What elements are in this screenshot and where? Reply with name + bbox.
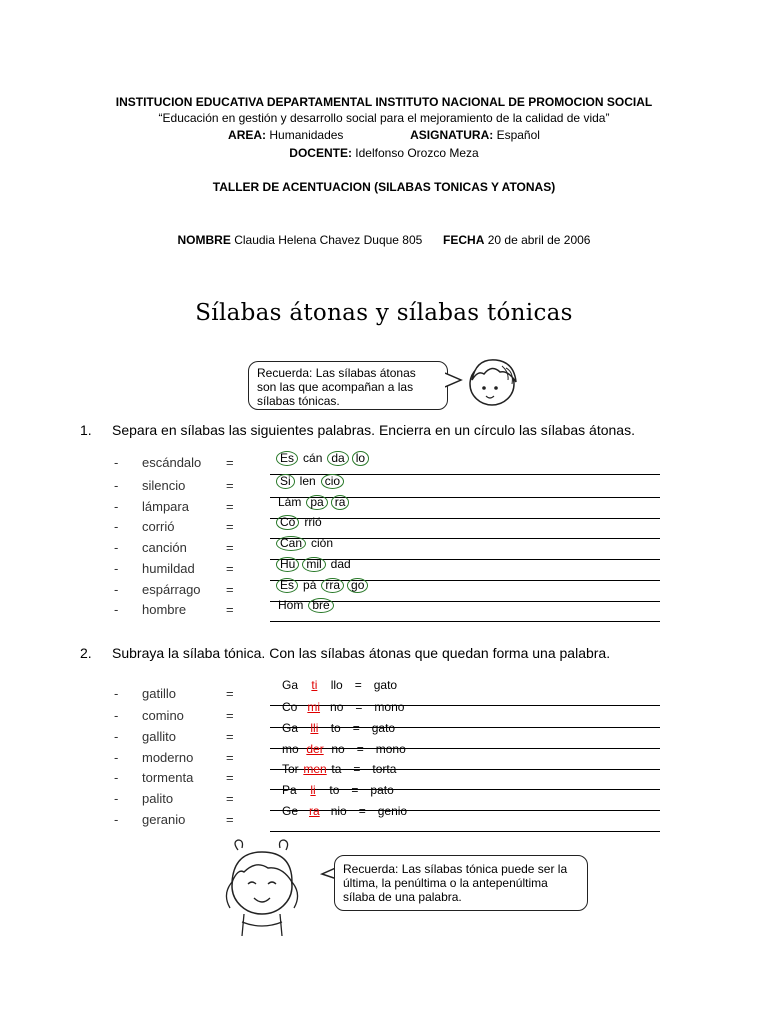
row-word: tormenta bbox=[142, 770, 194, 785]
teacher-label: DOCENTE: bbox=[289, 146, 352, 160]
row-equals: = bbox=[226, 770, 234, 785]
teacher-line bbox=[0, 146, 768, 160]
syllable: Hu bbox=[276, 557, 299, 572]
row-word: palito bbox=[142, 791, 174, 806]
girl-face-icon bbox=[462, 350, 524, 412]
row-dash: - bbox=[114, 791, 119, 806]
syllable: dad bbox=[330, 557, 351, 571]
row-dash: - bbox=[114, 519, 119, 534]
row-dash: - bbox=[114, 750, 119, 765]
syllable-answer bbox=[276, 515, 327, 530]
row-equals: = bbox=[226, 519, 234, 534]
row-equals: = bbox=[226, 540, 234, 555]
row-dash: - bbox=[114, 540, 119, 555]
row-equals: = bbox=[226, 750, 234, 765]
syllable: pá bbox=[303, 578, 317, 592]
syllable: ra bbox=[331, 495, 350, 510]
name-value: Claudia Helena Chavez Duque 805 bbox=[234, 233, 423, 247]
tonic-answer bbox=[282, 700, 404, 714]
reminder-2-line-3: sílaba de una palabra. bbox=[343, 890, 462, 904]
tonic-answer bbox=[282, 721, 395, 735]
result-word: genio bbox=[377, 804, 408, 818]
row-equals: = bbox=[226, 478, 234, 493]
syllable-answer bbox=[276, 451, 372, 466]
atonal-syllable: Ge bbox=[282, 804, 299, 818]
atonal-syllable: no bbox=[330, 700, 344, 714]
syllable-answer bbox=[276, 495, 352, 510]
tonic-syllable: ti bbox=[311, 678, 318, 692]
result-word: gato bbox=[371, 721, 396, 735]
row-dash: - bbox=[114, 770, 119, 785]
syllable: ción bbox=[311, 536, 334, 550]
exercise-1-row bbox=[110, 598, 660, 622]
girl-drawing-icon bbox=[208, 838, 318, 938]
row-word: gatillo bbox=[142, 686, 176, 701]
row-dash: - bbox=[114, 455, 119, 470]
tonic-answer bbox=[282, 742, 406, 756]
row-word: moderno bbox=[142, 750, 194, 765]
exercise-1-row bbox=[110, 557, 660, 581]
syllable: Si bbox=[276, 474, 295, 489]
atonal-syllable: Pa bbox=[282, 783, 297, 797]
row-word: comino bbox=[142, 708, 184, 723]
syllable: rra bbox=[321, 578, 344, 593]
area-value: Humanidades bbox=[269, 128, 344, 142]
name-label: NOMBRE bbox=[177, 233, 231, 247]
exercise-2-text: Subraya la sílaba tónica. Con las sílabas átonas que quedan forma una palabra. bbox=[112, 645, 611, 661]
syllable: Lám bbox=[278, 495, 302, 509]
exercise-1-row bbox=[110, 474, 660, 498]
row-dash: - bbox=[114, 602, 119, 617]
area-label: AREA: bbox=[228, 128, 267, 142]
tonic-syllable: li bbox=[310, 783, 316, 797]
result-equals: = bbox=[354, 678, 362, 692]
tonic-syllable: lli bbox=[310, 721, 319, 735]
row-dash: - bbox=[114, 812, 119, 827]
answer-line bbox=[270, 831, 660, 832]
exercise-1-row bbox=[110, 578, 660, 602]
student-line bbox=[0, 233, 768, 247]
row-word: humildad bbox=[142, 561, 195, 576]
reminder-2-line-1: Recuerda: Las sílabas tónica puede ser la bbox=[343, 862, 568, 876]
syllable: cán bbox=[303, 451, 323, 465]
exercise-1-row bbox=[110, 536, 660, 560]
row-equals: = bbox=[226, 582, 234, 597]
area-subject-line bbox=[0, 128, 768, 142]
row-dash: - bbox=[114, 686, 119, 701]
result-word: gato bbox=[373, 678, 398, 692]
syllable: Can bbox=[276, 536, 306, 551]
atonal-syllable: no bbox=[331, 742, 345, 756]
result-word: pato bbox=[370, 783, 394, 797]
reminder-bubble-2 bbox=[334, 855, 588, 911]
reminder-1-line-1: Recuerda: Las sílabas átonas bbox=[257, 366, 416, 380]
atonal-syllable: to bbox=[330, 721, 341, 735]
date-value: 20 de abril de 2006 bbox=[487, 233, 591, 247]
row-dash: - bbox=[114, 729, 119, 744]
tonic-syllable: men bbox=[303, 762, 327, 776]
atonal-syllable: ta bbox=[331, 762, 342, 776]
row-dash: - bbox=[114, 499, 119, 514]
row-equals: = bbox=[226, 686, 234, 701]
row-dash: - bbox=[114, 582, 119, 597]
exercise-1-row bbox=[110, 515, 660, 539]
tonic-syllable: ra bbox=[309, 804, 320, 818]
syllable: rrió bbox=[304, 515, 322, 529]
syllable: Es bbox=[276, 578, 298, 593]
tonic-answer bbox=[282, 678, 397, 692]
institution-name: INSTITUCION EDUCATIVA DEPARTAMENTAL INSTITUTO NACIONAL DE PROMOCION SOCIAL bbox=[115, 95, 653, 109]
tonic-answer bbox=[282, 762, 396, 776]
syllable: Co bbox=[276, 515, 299, 530]
syllable: go bbox=[347, 578, 368, 593]
result-equals: = bbox=[358, 804, 366, 818]
atonal-syllable: Ga bbox=[282, 678, 299, 692]
row-word: espárrago bbox=[142, 582, 201, 597]
syllable: len bbox=[299, 474, 316, 488]
syllable: Hom bbox=[278, 598, 304, 612]
exercise-1-row bbox=[110, 451, 660, 475]
row-equals: = bbox=[226, 708, 234, 723]
result-equals: = bbox=[352, 721, 360, 735]
teacher-value: Idelfonso Orozco Meza bbox=[355, 146, 479, 160]
answer-line bbox=[270, 621, 660, 622]
result-equals: = bbox=[351, 783, 359, 797]
reminder-bubble-1 bbox=[248, 361, 448, 410]
exercise-1-row bbox=[110, 495, 660, 519]
motto: “Educación en gestión y desarrollo social para el mejoramiento de la calidad de vida” bbox=[158, 111, 610, 125]
atonal-syllable: Co bbox=[282, 700, 298, 714]
exercise-1-number: 1. bbox=[80, 422, 92, 438]
result-equals: = bbox=[356, 742, 364, 756]
atonal-syllable: nio bbox=[330, 804, 347, 818]
syllable: cio bbox=[321, 474, 344, 489]
syllable-answer bbox=[276, 474, 347, 489]
row-dash: - bbox=[114, 561, 119, 576]
reminder-1-line-3: sílabas tónicas. bbox=[257, 394, 340, 408]
result-equals: = bbox=[353, 762, 361, 776]
worksheet-title: Sílabas átonas y sílabas tónicas bbox=[195, 300, 573, 326]
tonic-syllable: mi bbox=[307, 700, 321, 714]
atonal-syllable: to bbox=[329, 783, 340, 797]
tonic-answer bbox=[282, 783, 394, 797]
syllable: lo bbox=[352, 451, 369, 466]
atonal-syllable: Tor bbox=[282, 762, 299, 776]
subject-value: Español bbox=[496, 128, 540, 142]
exercise-2-row bbox=[110, 804, 660, 832]
workshop-title: TALLER DE ACENTUACION (SILABAS TONICAS Y ATONAS) bbox=[212, 180, 556, 194]
row-equals: = bbox=[226, 455, 234, 470]
syllable: pa bbox=[306, 495, 327, 510]
reminder-2-line-2: última, la penúltima o la antepenúltima bbox=[343, 876, 548, 890]
row-equals: = bbox=[226, 812, 234, 827]
row-equals: = bbox=[226, 602, 234, 617]
reminder-1-line-2: son las que acompañan a las bbox=[257, 380, 414, 394]
syllable-answer bbox=[276, 578, 371, 593]
row-dash: - bbox=[114, 708, 119, 723]
date-label: FECHA bbox=[443, 233, 485, 247]
syllable: Es bbox=[276, 451, 298, 466]
row-equals: = bbox=[226, 791, 234, 806]
exercise-1-instruction bbox=[80, 422, 635, 438]
exercise-2-instruction bbox=[80, 645, 610, 661]
subject-label: ASIGNATURA: bbox=[410, 128, 494, 142]
row-word: lámpara bbox=[142, 499, 189, 514]
atonal-syllable: llo bbox=[330, 678, 343, 692]
row-word: geranio bbox=[142, 812, 186, 827]
row-dash: - bbox=[114, 478, 119, 493]
syllable-answer bbox=[276, 598, 337, 613]
atonal-syllable: mo bbox=[282, 742, 299, 756]
exercise-1-text: Separa en sílabas las siguientes palabras. Encierra en un círculo las sílabas átonas. bbox=[112, 422, 635, 438]
row-word: silencio bbox=[142, 478, 186, 493]
row-equals: = bbox=[226, 561, 234, 576]
result-word: torta bbox=[372, 762, 397, 776]
row-word: hombre bbox=[142, 602, 187, 617]
syllable: bre bbox=[308, 598, 333, 613]
row-word: canción bbox=[142, 540, 187, 555]
row-word: gallito bbox=[142, 729, 176, 744]
exercise-2-number: 2. bbox=[80, 645, 92, 661]
syllable-answer bbox=[276, 557, 356, 572]
syllable-answer bbox=[276, 536, 338, 551]
result-word: mono bbox=[374, 700, 405, 714]
result-equals: = bbox=[355, 700, 363, 714]
atonal-syllable: Ga bbox=[282, 721, 299, 735]
syllable: da bbox=[327, 451, 348, 466]
syllable: mil bbox=[302, 557, 325, 572]
tonic-answer bbox=[282, 804, 407, 818]
row-equals: = bbox=[226, 499, 234, 514]
row-word: escándalo bbox=[142, 455, 202, 470]
row-equals: = bbox=[226, 729, 234, 744]
row-word: corrió bbox=[142, 519, 175, 534]
tonic-syllable: der bbox=[306, 742, 324, 756]
result-word: mono bbox=[375, 742, 406, 756]
